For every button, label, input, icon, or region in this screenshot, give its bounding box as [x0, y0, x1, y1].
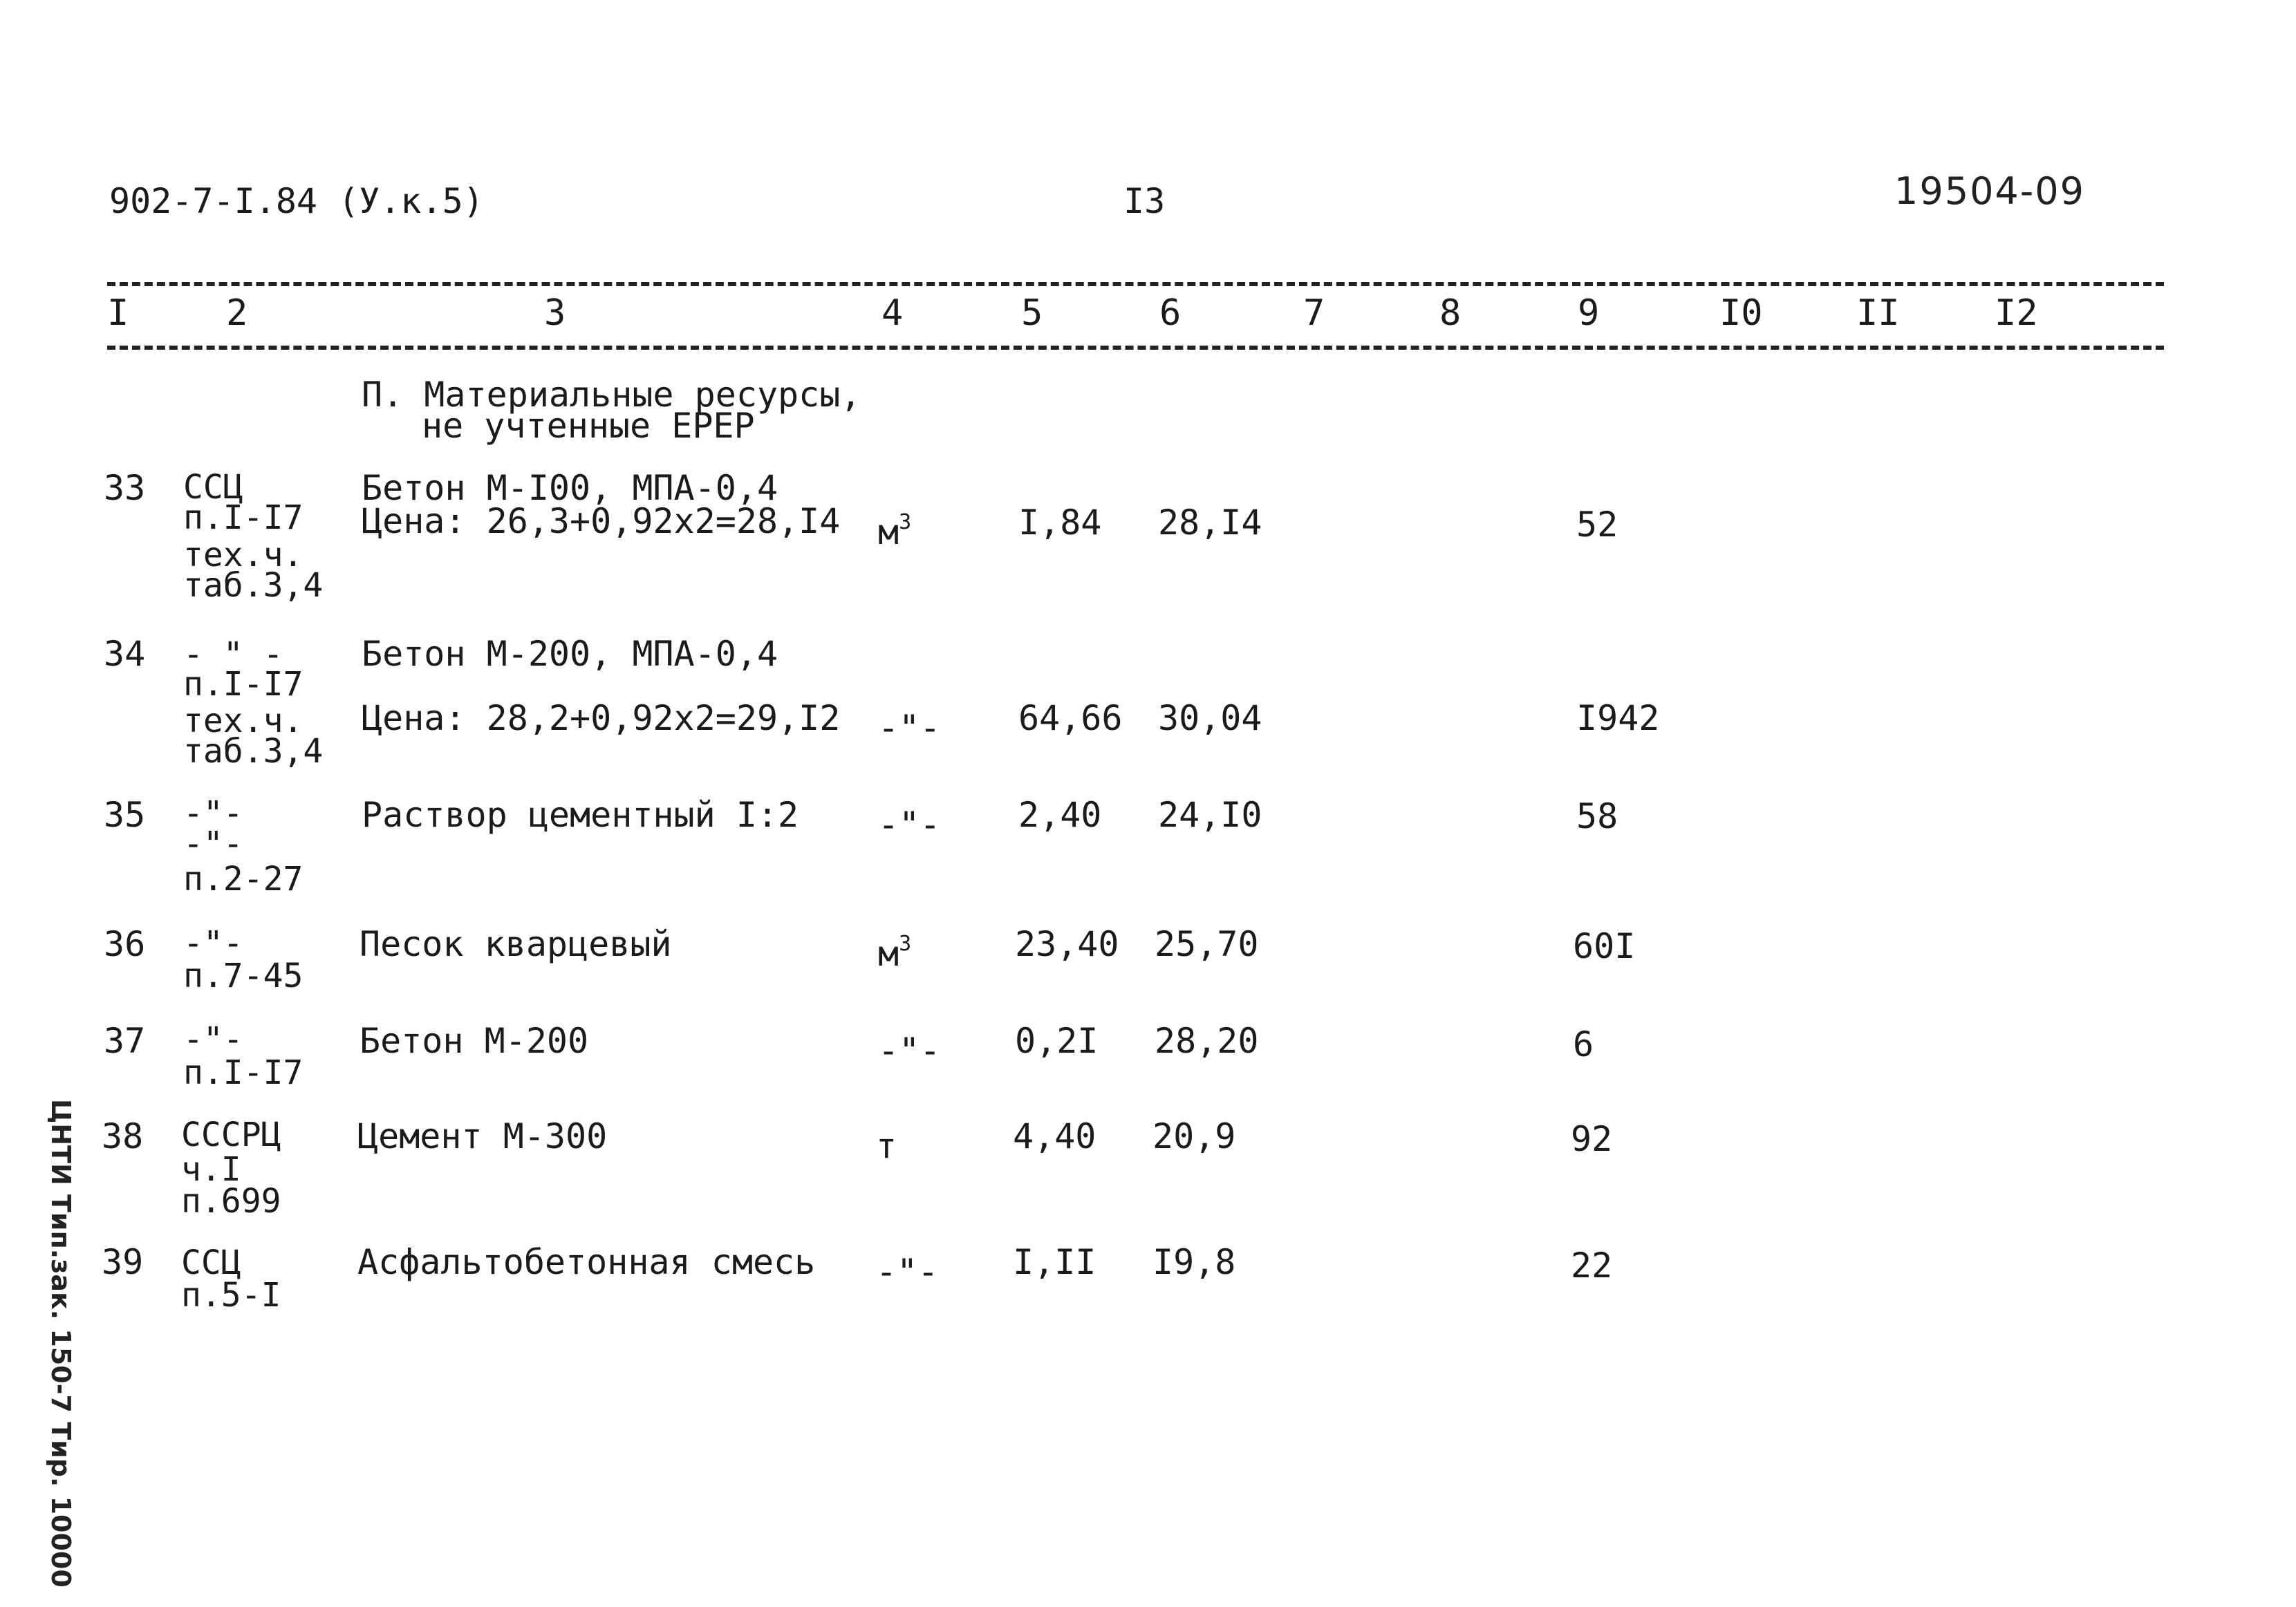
- row-description-line: Цена: 26,3+0,92х2=28,I4: [362, 501, 841, 541]
- row-price: 28,20: [1155, 1021, 1259, 1061]
- row-total: 52: [1576, 505, 1618, 545]
- col-header-2: 2: [226, 292, 248, 334]
- row-description-line: Бетон М-I00, МПА-0,4: [362, 468, 778, 508]
- col-header-7: 7: [1303, 292, 1325, 334]
- row-quantity: 0,2I: [1015, 1021, 1099, 1061]
- print-stamp-text: ЦНТИ Тип.зак. 150-7 Тир. 10000: [46, 1099, 76, 1588]
- row-number: 33: [104, 468, 146, 508]
- col-header-5: 5: [1021, 292, 1043, 334]
- row-price: 30,04: [1158, 698, 1262, 738]
- row-number: 37: [104, 1021, 146, 1061]
- row-source-line: - " -: [183, 635, 283, 674]
- header-bottom-rule: [107, 346, 2164, 350]
- col-header-4: 4: [881, 292, 904, 334]
- row-source-line: п.I-I7: [183, 498, 304, 537]
- row-source-line: -"-: [183, 825, 243, 863]
- row-total: 58: [1576, 796, 1618, 836]
- section-title-line2: не учтенные ЕРЕР: [422, 406, 755, 446]
- document-code: 902-7-I.84 (У.к.5): [109, 181, 484, 221]
- row-quantity: 23,40: [1015, 924, 1119, 964]
- row-price: I9,8: [1152, 1242, 1236, 1282]
- row-unit: -"-: [876, 1252, 939, 1292]
- row-source-line: таб.3,4: [183, 732, 324, 771]
- header-top-rule: [107, 282, 2164, 286]
- section-title-line1: П. Материальные ресурсы,: [362, 375, 861, 415]
- row-price: 20,9: [1152, 1116, 1236, 1156]
- col-header-1: I: [107, 292, 129, 334]
- row-quantity: 2,40: [1018, 795, 1102, 835]
- row-source-line: -"-: [183, 924, 243, 963]
- row-source-line: СССРЦ: [181, 1116, 281, 1154]
- row-source-line: ССЦ: [183, 468, 243, 507]
- row-quantity: 64,66: [1018, 698, 1123, 738]
- row-source-line: тех.ч.: [183, 702, 304, 740]
- row-total: 92: [1571, 1119, 1613, 1159]
- row-source-line: п.699: [181, 1182, 281, 1221]
- col-header-12: I2: [1995, 292, 2038, 334]
- row-number: 36: [104, 924, 146, 964]
- row-source-line: -"-: [183, 794, 243, 833]
- row-unit: $м^3$: [878, 510, 912, 552]
- row-unit: -"-: [878, 708, 941, 748]
- row-quantity: I,II: [1013, 1242, 1096, 1282]
- row-unit: -"-: [878, 1031, 941, 1071]
- row-price: 28,I4: [1158, 502, 1262, 543]
- row-quantity: 4,40: [1013, 1116, 1096, 1156]
- col-header-11: II: [1856, 292, 1900, 334]
- print-stamp: [29, 1099, 77, 1597]
- archive-number: 19504-09: [1894, 169, 2085, 213]
- row-description-line: Песок кварцевый: [360, 924, 672, 964]
- row-source-line: -"-: [183, 1020, 243, 1059]
- row-description-line: Бетон М-200: [360, 1021, 589, 1061]
- row-unit: $м^3$: [878, 932, 912, 974]
- row-source-line: п.7-45: [183, 957, 304, 995]
- row-price: 25,70: [1155, 924, 1259, 964]
- col-header-3: 3: [544, 292, 566, 334]
- row-unit: т: [876, 1126, 897, 1166]
- row-source-line: таб.3,4: [183, 566, 324, 605]
- row-description-line: Бетон М-200, МПА-0,4: [362, 634, 778, 674]
- row-description-line: Асфальтобетонная смесь: [357, 1242, 816, 1282]
- row-source-line: ССЦ: [181, 1243, 241, 1282]
- row-total: 6: [1573, 1024, 1594, 1064]
- row-description-line: Раствор цементный I:2: [362, 795, 799, 835]
- row-source-line: тех.ч.: [183, 536, 304, 574]
- row-source-line: п.I-I7: [183, 665, 304, 704]
- row-total: 60I: [1573, 926, 1636, 966]
- row-description-line: Цена: 28,2+0,92х2=29,I2: [362, 698, 841, 738]
- row-source-line: п.2-27: [183, 860, 304, 899]
- col-header-8: 8: [1439, 292, 1462, 334]
- page-number: I3: [1123, 181, 1166, 221]
- row-number: 35: [104, 795, 146, 835]
- col-header-9: 9: [1578, 292, 1600, 334]
- row-number: 38: [102, 1116, 144, 1156]
- row-price: 24,I0: [1158, 795, 1262, 835]
- row-number: 39: [102, 1242, 144, 1282]
- row-unit: -"-: [878, 805, 941, 845]
- row-description-line: Цемент М-300: [357, 1116, 608, 1156]
- col-header-6: 6: [1159, 292, 1182, 334]
- col-header-10: I0: [1719, 292, 1763, 334]
- row-total: I942: [1576, 698, 1660, 738]
- row-total: 22: [1571, 1246, 1613, 1286]
- row-source-line: ч.I: [181, 1150, 241, 1189]
- row-quantity: I,84: [1018, 502, 1102, 543]
- row-source-line: п.I-I7: [183, 1053, 304, 1092]
- row-number: 34: [104, 634, 146, 674]
- row-source-line: п.5-I: [181, 1276, 281, 1315]
